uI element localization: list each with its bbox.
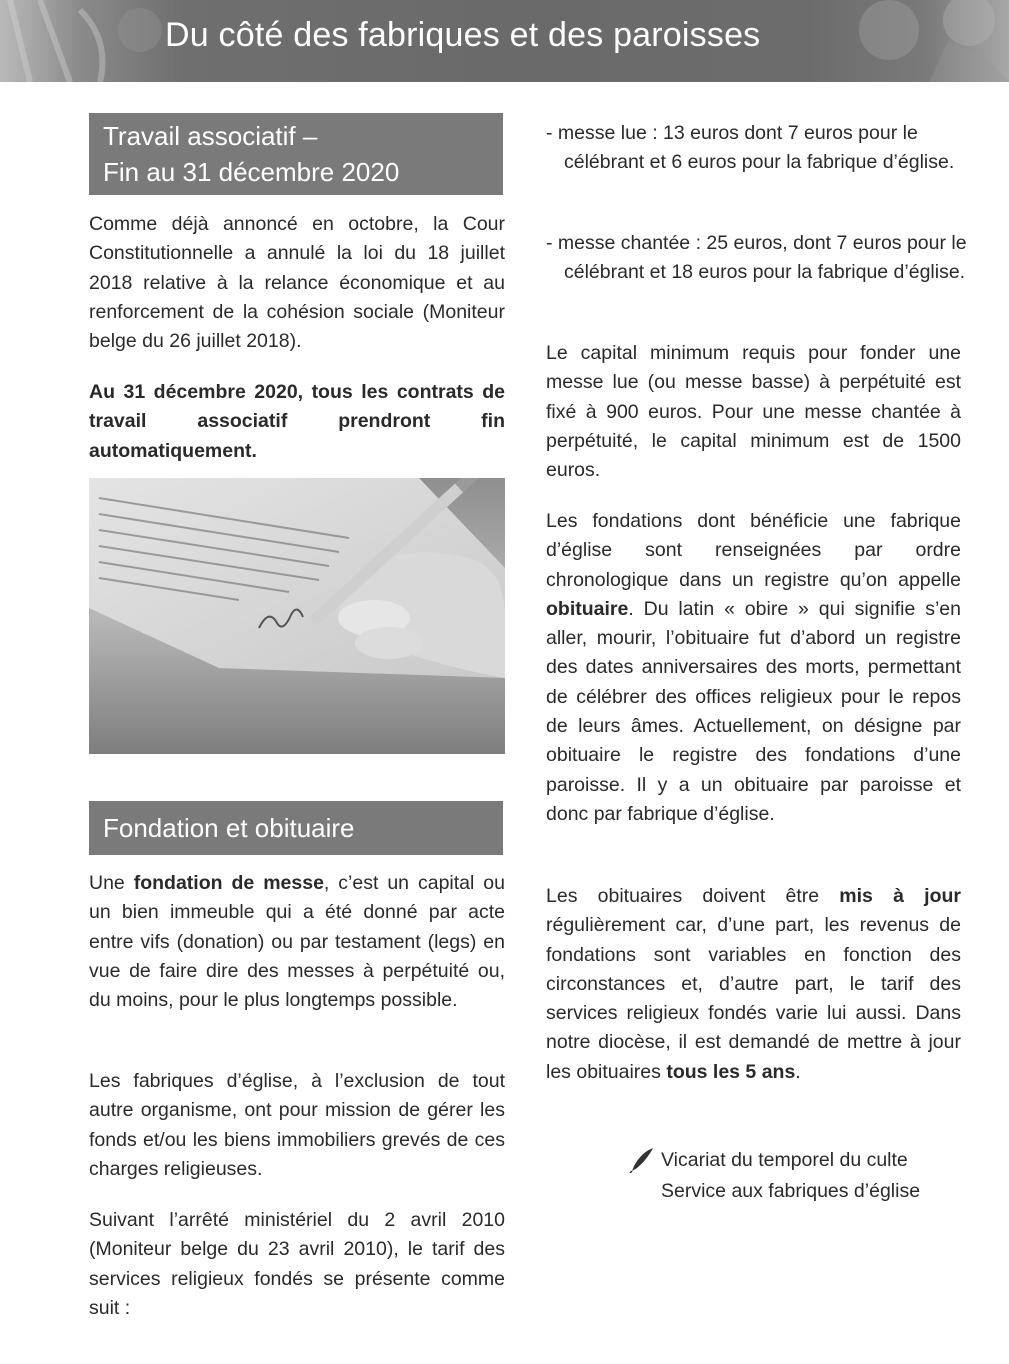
signing-illustration: [89, 478, 505, 754]
section-heading-travail-associatif: [89, 113, 503, 195]
section-heading-fondation-obituaire: Fondation et obituaire: [89, 801, 503, 855]
section-heading-line: Fin au 31 décembre 2020: [103, 157, 400, 187]
text-span: . Du latin « obire » qui signifie s’en aller, mourir, l’obituaire fut d’abord un registre des dates anniversaires des morts, permettant de célébrer des offices religieux pour le repos de leurs âmes. Actuellement, on désigne par obituaire le registre des fondations d’une paroisse. Il y a un obituaire par paroisse et donc par fabrique d’église.: [546, 597, 961, 825]
paragraph-arrete-ministeriel: Suivant l’arrêté ministériel du 2 avril 2010 (Moniteur belge du 23 avril 2010), le tarif des services religieux fondés se présente comme suit :: [89, 1209, 505, 1319]
list-item-messe-chantee: - messe chantée : 25 euros, dont 7 euros pour le célébrant et 18 euros pour la fabrique d’église.: [546, 232, 967, 284]
section-heading-line: Travail associatif –: [103, 121, 318, 151]
paragraph-fondation-de-messe: [89, 869, 505, 1015]
paragraph-fin-contrats: Au 31 décembre 2020, tous les contrats de travail associatif prendront fin automatiquement.: [89, 381, 505, 462]
photo-hand-signing-document: [89, 478, 505, 754]
text-span: régulièrement car, d’une part, les revenus de fondations sont variables en fonction des circonstances et, d’autre part, le tarif des services religieux fondés varie lui aussi. Dans notre diocèse, il est demandé de mettre à jour les obituaires: [546, 914, 961, 1083]
header-decoration-left: [0, 0, 180, 82]
bold-term: mis à jour: [839, 885, 961, 907]
paragraph-capital-minimum: Le capital minimum requis pour fonder une messe lue (ou messe basse) à perpétuité est fixé à 900 euros. Pour une messe chantée à perpétuité, le capital minimum est de 1500 euros.: [546, 342, 961, 482]
text-span: Une: [89, 872, 134, 894]
bold-term: fondation de messe: [133, 872, 324, 894]
signature-line: Service aux fabriques d’église: [661, 1180, 921, 1202]
paragraph-cour-constitutionnelle: Comme déjà annoncé en octobre, la Cour Constitutionnelle a annulé la loi du 18 juillet 2018 relative à la relance économique et au renforcement de la cohésion sociale (Moniteur belge du 26 juillet 2018).: [89, 213, 505, 353]
page-title: Du côté des fabriques et des paroisses: [165, 16, 761, 54]
text-span: Les fondations dont bénéficie une fabrique d’église sont renseignées par ordre chronologique dans un registre qu’on appelle: [546, 510, 961, 591]
paragraph-fabriques-eglise: Les fabriques d’église, à l’exclusion de tout autre organisme, ont pour mission de gérer les fonds et/ou les biens immobiliers grevés de ces charges religieuses.: [89, 1070, 505, 1180]
list-item-messe-lue: - messe lue : 13 euros dont 7 euros pour le célébrant et 6 euros pour la fabrique d’église.: [546, 122, 955, 174]
page-header-banner: [0, 0, 1009, 82]
paragraph-mise-a-jour: [546, 882, 961, 1087]
signature-line: Vicariat du temporel du culte: [661, 1149, 908, 1171]
header-decoration-right: [829, 0, 1009, 82]
quill-pen-icon: [629, 1147, 655, 1173]
text-span: .: [795, 1060, 801, 1083]
bold-term: obituaire: [546, 597, 629, 620]
bold-term: tous les 5 ans: [666, 1060, 796, 1083]
text-span: , c’est un capital ou un bien immeuble qui a été donné par acte entre vifs (donation) ou par testament (legs) en vue de faire dire des messes à perpétuité ou, du moins, pour le plus longtemps possible.: [89, 872, 505, 1012]
signature-block: [661, 1145, 961, 1207]
paragraph-obituaire: [546, 507, 961, 829]
text-span: Les obituaires doivent être: [546, 885, 840, 907]
